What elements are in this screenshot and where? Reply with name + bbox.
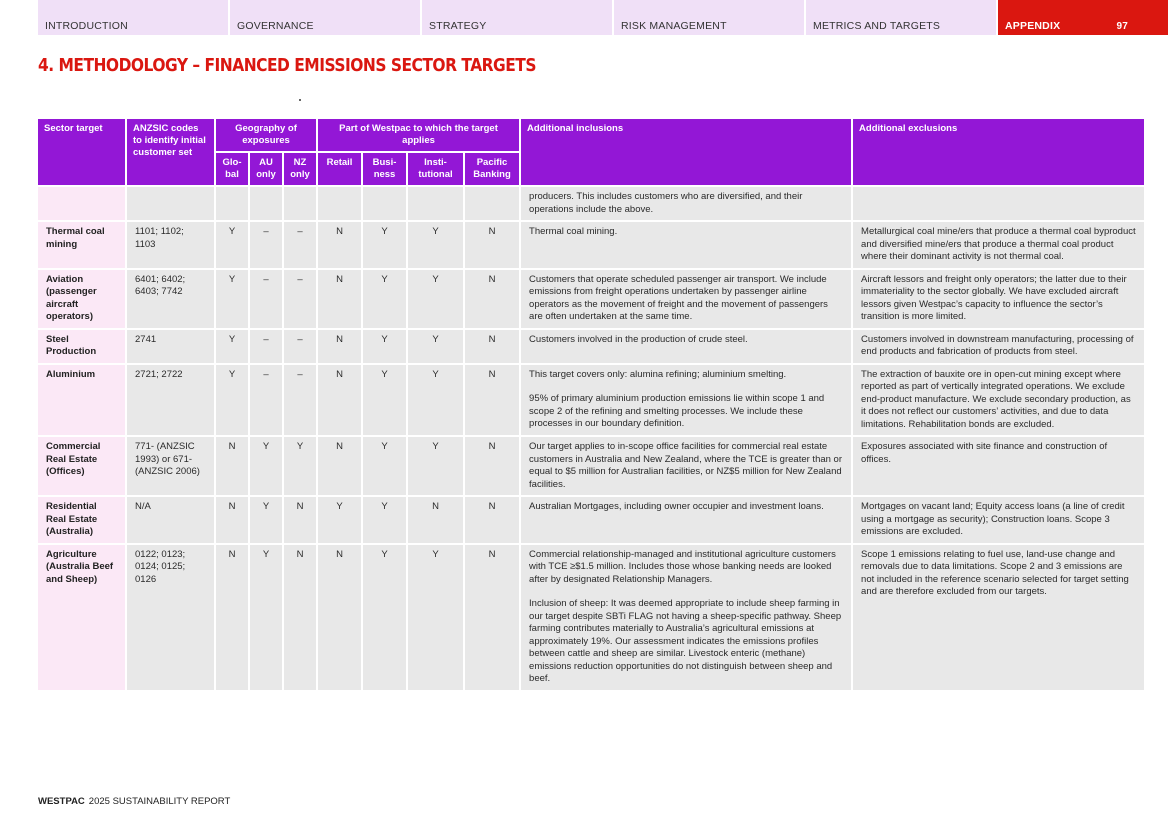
cell-geo-au: – (250, 270, 282, 328)
cell-institutional: Y (408, 330, 463, 363)
cell-inclusions (521, 330, 851, 363)
cell-geo-au: – (250, 330, 282, 363)
cell-geo-nz: N (284, 497, 316, 543)
cell-geo-nz: – (284, 270, 316, 328)
cell-exclusions: Exposures associated with site finance and construction of offices. (853, 437, 1144, 495)
cell-geo-global: Y (216, 270, 248, 328)
table-row-continuation (38, 187, 1144, 220)
cell-geo-au (250, 187, 282, 220)
cell-institutional (408, 187, 463, 220)
cell-geo-global: N (216, 497, 248, 543)
cell-pacific: N (465, 437, 519, 495)
cell-exclusions: Aircraft lessors and freight only operators; the latter due to their immateriality to the sector globally. We have excluded aircraft lessors given Westpac’s capacity to influence the sector’s transition is more limited. (853, 270, 1144, 328)
cell-business: Y (363, 437, 406, 495)
cell-geo-au: Y (250, 437, 282, 495)
inclusion-paragraph: Customers involved in the production of crude steel. (529, 333, 748, 345)
footer-brand: WESTPAC (38, 796, 85, 807)
cell-retail (318, 187, 361, 220)
cell-geo-global: N (216, 437, 248, 495)
header-additional-inclusions: Additional inclusions (521, 119, 851, 185)
cell-retail: N (318, 222, 361, 268)
cell-institutional: Y (408, 437, 463, 495)
cell-retail: N (318, 437, 361, 495)
header-part-retail: Retail (318, 153, 361, 185)
cell-retail: N (318, 545, 361, 690)
page-footer (38, 796, 230, 807)
cell-institutional: Y (408, 365, 463, 436)
cell-inclusions: producers. This includes customers who are diversified, and their operations include the above. (521, 187, 851, 220)
cell-sector: Steel Production (38, 330, 125, 363)
cell-retail: Y (318, 497, 361, 543)
cell-anzsic: 0122; 0123; 0124; 0125; 0126 (127, 545, 214, 690)
cell-geo-global: Y (216, 365, 248, 436)
inclusion-paragraph: Australian Mortgages, including owner occupier and investment loans. (529, 501, 824, 512)
inclusion-paragraph: Thermal coal mining. (529, 226, 618, 237)
cell-business: Y (363, 365, 406, 436)
cell-geo-global (216, 187, 248, 220)
cell-institutional: N (408, 497, 463, 543)
cell-sector: Aluminium (38, 365, 125, 436)
table-row (38, 545, 1144, 690)
cell-anzsic: 771- (ANZSIC 1993) or 671- (ANZSIC 2006) (127, 437, 214, 495)
cell-geo-nz: – (284, 222, 316, 268)
cell-sector (38, 187, 125, 220)
cell-geo-au: Y (250, 545, 282, 690)
table-row (38, 497, 1144, 543)
cell-geo-au: Y (250, 497, 282, 543)
inclusion-paragraph: Customers that operate scheduled passenger air transport. We include emissions from freight operations undertaken by passenger airline operators as the movement of freight and the movement of passengers are often undertaken at the same time. (529, 273, 828, 322)
cell-geo-nz: – (284, 330, 316, 363)
nav-tab-introduction[interactable]: INTRODUCTION (38, 0, 228, 35)
header-part-of-westpac: Part of Westpac to which the target applies (318, 119, 519, 151)
header-part-business: Busi-ness (363, 153, 406, 185)
nav-tab-strategy[interactable]: STRATEGY (422, 0, 612, 35)
header-geography: Geography of exposures (216, 119, 316, 151)
header-geo-au: AU only (250, 153, 282, 185)
cell-retail: N (318, 330, 361, 363)
inclusion-paragraph: Inclusion of sheep: It was deemed appropriate to include sheep farming in our target despite SBTi FLAG not having a sheep-specific pathway. Sheep farming contributes materially to Australia’s agricultural emissions at approximately 19%. Our assessment indicates the emissions profiles between cattle and sheep are similar. Livestock enteric (methane) emissions reduction opportunities do not distinguish between sheep and beef. (529, 598, 842, 684)
cell-pacific (465, 187, 519, 220)
table-row (38, 222, 1144, 268)
cell-exclusions: The extraction of bauxite ore in open-cut mining except where reported as part of vertically integrated operations. We exclude end-product manufacture. We exclude secondary production, as it does not reflect our customers’ activities, and due to data limitations. Rehabilitation bonds are excluded. (853, 365, 1144, 436)
cell-exclusions: Mortgages on vacant land; Equity access loans (a line of credit using a mortgage as security); Construction loans. Scope 3 emissions are excluded. (853, 497, 1144, 543)
cell-inclusions (521, 222, 851, 268)
inclusion-paragraph: This target covers only: alumina refining; aluminium smelting. (529, 368, 787, 380)
cell-anzsic: 6401; 6402; 6403; 7742 (127, 270, 214, 328)
cell-business: Y (363, 222, 406, 268)
cell-inclusions (521, 437, 851, 495)
header-anzsic: ANZSIC codes to identify initial customer set (127, 119, 214, 185)
cell-inclusions (521, 497, 851, 543)
sector-targets-table (36, 117, 1146, 692)
stray-dot (299, 99, 301, 101)
cell-sector: Residential Real Estate (Australia) (38, 497, 125, 543)
cell-business (363, 187, 406, 220)
header-geo-global: Glo-bal (216, 153, 248, 185)
cell-geo-nz (284, 187, 316, 220)
nav-tab-governance[interactable]: GOVERNANCE (230, 0, 420, 35)
inclusion-paragraph: 95% of primary aluminium production emissions lie within scope 1 and scope 2 of the refining and smelting processes. We include these processes in our boundary definition. (529, 393, 825, 429)
nav-tab-appendix[interactable] (998, 0, 1168, 35)
cell-pacific: N (465, 270, 519, 328)
cell-geo-au: – (250, 222, 282, 268)
footer-report: 2025 SUSTAINABILITY REPORT (88, 796, 231, 807)
cell-anzsic (127, 187, 214, 220)
cell-business: Y (363, 330, 406, 363)
inclusion-paragraph: Commercial relationship-managed and institutional agriculture customers with TCE ≥$1.5 million. Includes those whose banking needs are looked after by designated Relationship Managers. (529, 548, 836, 585)
table-row (38, 270, 1144, 328)
inclusion-paragraph: Our target applies to in-scope office facilities for commercial real estate customers in Australia and New Zealand, where the TCE is greater than or equal to $5 million for Australian facilities, or NZ$5 million for New Zealand facilities. (529, 441, 842, 490)
cell-sector: Agriculture (Australia Beef and Sheep) (38, 545, 125, 690)
cell-sector: Aviation (passenger aircraft operators) (38, 270, 125, 328)
nav-tab-metrics-and-targets[interactable]: METRICS AND TARGETS (806, 0, 996, 35)
cell-geo-nz: – (284, 365, 316, 436)
cell-pacific: N (465, 330, 519, 363)
top-navigation (38, 0, 1168, 35)
nav-tab-risk-management[interactable]: RISK MANAGEMENT (614, 0, 804, 35)
cell-exclusions (853, 187, 1144, 220)
cell-anzsic: N/A (127, 497, 214, 543)
cell-exclusions: Scope 1 emissions relating to fuel use, land-use change and removals due to data limitations. Scope 2 and 3 emissions are not included in the reference scenario selected for target setting and are therefore excluded from our targets. (853, 545, 1144, 690)
cell-anzsic: 2721; 2722 (127, 365, 214, 436)
cell-geo-nz: N (284, 545, 316, 690)
cell-pacific: N (465, 545, 519, 690)
cell-institutional: Y (408, 270, 463, 328)
cell-business: Y (363, 270, 406, 328)
cell-business: Y (363, 497, 406, 543)
header-additional-exclusions: Additional exclusions (853, 119, 1144, 185)
table-row (38, 437, 1144, 495)
header-sector-target: Sector target (38, 119, 125, 185)
cell-inclusions (521, 365, 851, 436)
header-part-institutional: Insti-tutional (408, 153, 463, 185)
page-title: 4. METHODOLOGY – FINANCED EMISSIONS SECTOR TARGETS (38, 55, 536, 76)
cell-exclusions: Metallurgical coal mine/ers that produce a thermal coal byproduct and diversified mine/ers that produce a thermal coal product where their dominant activity is not thermal coal. (853, 222, 1144, 268)
cell-geo-nz: Y (284, 437, 316, 495)
cell-inclusions (521, 545, 851, 690)
header-part-pacific: Pacific Banking (465, 153, 519, 185)
table-row (38, 330, 1144, 363)
cell-sector: Thermal coal mining (38, 222, 125, 268)
table-row (38, 365, 1144, 436)
page-number: 97 (1116, 21, 1128, 32)
cell-pacific: N (465, 497, 519, 543)
cell-pacific: N (465, 222, 519, 268)
cell-geo-global: Y (216, 222, 248, 268)
cell-geo-au: – (250, 365, 282, 436)
cell-anzsic: 1101; 1102; 1103 (127, 222, 214, 268)
cell-retail: N (318, 270, 361, 328)
cell-institutional: Y (408, 545, 463, 690)
cell-exclusions: Customers involved in downstream manufacturing, processing of end products and fabrication of products from steel. (853, 330, 1144, 363)
cell-geo-global: N (216, 545, 248, 690)
cell-anzsic: 2741 (127, 330, 214, 363)
nav-tab-appendix-label: APPENDIX (1005, 20, 1061, 32)
cell-retail: N (318, 365, 361, 436)
cell-inclusions (521, 270, 851, 328)
cell-institutional: Y (408, 222, 463, 268)
cell-pacific: N (465, 365, 519, 436)
header-geo-nz: NZ only (284, 153, 316, 185)
cell-business: Y (363, 545, 406, 690)
cell-sector: Commercial Real Estate (Offices) (38, 437, 125, 495)
cell-geo-global: Y (216, 330, 248, 363)
